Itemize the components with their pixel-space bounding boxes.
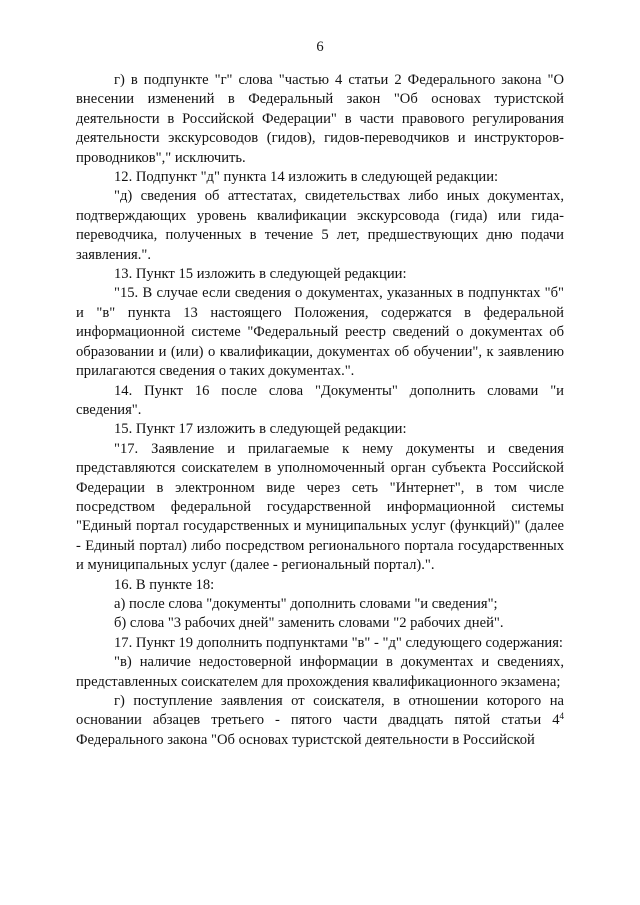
paragraph-text: г) поступление заявления от соискателя, в отношении которого на основании абзацев третьего - пятого части двадцать пятой статьи 4 (76, 693, 564, 729)
paragraph: 13. Пункт 15 изложить в следующей редакции: (114, 266, 407, 283)
paragraph: "17. Заявление и прилагаемые к нему документы и сведения представляются соискателем в уполномоченный орган субъекта Российской Федерации в электронном виде через сеть "Интернет", в том числе посредством федеральной государственной информационной системы "Единый портал государственных и муниципальных услуг (функций)" (далее - Единый портал) либо посредством регионального портала государственных и муниципальных услуг (далее - региональный портал).". (76, 440, 564, 574)
paragraph: а) после слова "документы" дополнить словами "и сведения"; (114, 595, 498, 612)
paragraph: 15. Пункт 17 изложить в следующей редакции: (114, 421, 407, 438)
paragraph: г) в подпункте "г" слова "частью 4 статьи 2 Федерального закона "О внесении изменений в Федеральный закон "Об основах туристской деятельности в Российской Федерации" в части правового регулирования деятельности экскурсоводов (гидов), гидов-переводчиков и инструкторов-проводников"," исключить. (76, 72, 564, 166)
document-page (76, 38, 564, 750)
paragraph: 16. В пункте 18: (114, 576, 215, 593)
superscript: 4 (559, 711, 564, 722)
paragraph: "15. В случае если сведения о документах, указанных в подпунктах "б" и "в" пункта 13 настоящего Положения, содержатся в федеральной информационной системе "Федеральный реестр сведений о документах об образовании и (или) о квалификации, документах об обучении", к заявлению прилагаются сведения о таких документах.". (76, 285, 564, 380)
paragraph-text: Федерального закона "Об основах туристской деятельности в Российской (76, 731, 535, 748)
paragraph: "в) наличие недостоверной информации в документах и сведениях, представленных соискателем для прохождения квалификационного экзамена; (76, 654, 564, 690)
paragraph: "д) сведения об аттестатах, свидетельствах либо иных документах, подтверждающих уровень квалификации экскурсовода (гида) или гида-переводчика, полученных в течение 5 лет, предшествующих дню подачи заявления.". (76, 188, 564, 263)
paragraph: 14. Пункт 16 после слова "Документы" дополнить словами "и сведения". (76, 382, 564, 418)
paragraph: 17. Пункт 19 дополнить подпунктами "в" - "д" следующего содержания: (114, 634, 563, 651)
page-number: 6 (316, 39, 324, 55)
paragraph-last (76, 692, 564, 750)
paragraph: б) слова "3 рабочих дней" заменить словами "2 рабочих дней". (114, 615, 504, 632)
paragraph: 12. Подпункт "д" пункта 14 изложить в следующей редакции: (114, 169, 499, 186)
